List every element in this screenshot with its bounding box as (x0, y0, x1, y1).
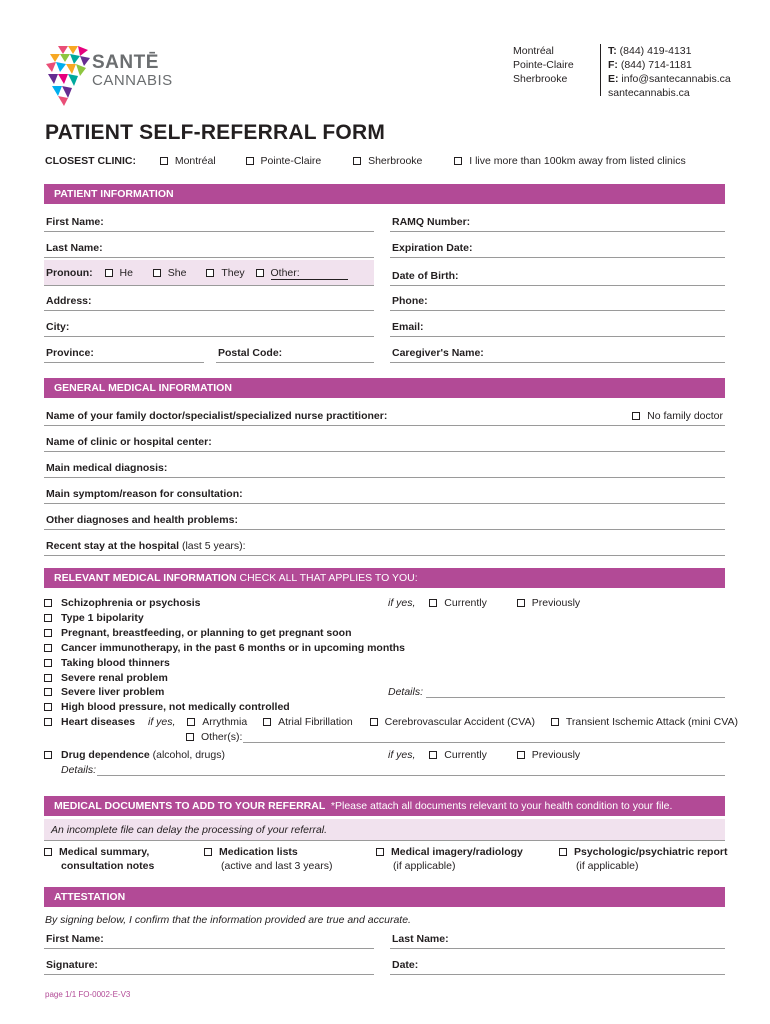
clinic-option-montreal[interactable]: Montréal (160, 155, 216, 167)
section-attestation: ATTESTATION (44, 887, 725, 907)
clinic-option-sherbrooke[interactable]: Sherbrooke (353, 155, 422, 167)
condition-schizophrenia[interactable]: Schizophrenia or psychosis (44, 597, 200, 609)
heart-atrial-fibrillation[interactable]: Atrial Fibrillation (263, 716, 353, 728)
logo-wordmark (92, 53, 173, 88)
signature-field[interactable]: Signature: (44, 955, 374, 975)
phone-label: T: (608, 45, 617, 57)
checkbox[interactable] (256, 269, 264, 277)
fax-value: (844) 714-1181 (620, 59, 692, 71)
condition-blood-thinners[interactable]: Taking blood thinners (44, 657, 170, 669)
header-divider (600, 44, 601, 96)
closest-clinic-row (45, 155, 686, 167)
address-field[interactable]: Address: (44, 291, 374, 311)
drug-status: if yes, Currently Previously (388, 749, 581, 761)
checkbox[interactable] (44, 599, 52, 607)
sante-logo-mark (44, 44, 90, 106)
city-pointe-claire: Pointe-Claire (513, 59, 574, 71)
form-title: PATIENT SELF-REFERRAL FORM (45, 121, 386, 144)
phone-field[interactable]: Phone: (390, 291, 725, 311)
fax-label: F: (608, 59, 618, 71)
checkbox[interactable] (246, 157, 254, 165)
clinic-cities (513, 44, 588, 86)
checkbox[interactable] (105, 269, 113, 277)
clinic-option-far-away[interactable]: I live more than 100km away from listed clinics (454, 155, 686, 167)
province-field[interactable]: Province: (44, 343, 204, 363)
schizophrenia-currently[interactable]: Currently (429, 597, 487, 609)
attestation-statement: By signing below, I confirm that the information provided are true and accurate. (45, 914, 411, 926)
city-montreal: Montréal (513, 45, 554, 57)
checkbox[interactable] (160, 157, 168, 165)
condition-renal[interactable]: Severe renal problem (44, 672, 168, 684)
heart-tia[interactable]: Transient Ischemic Attack (mini CVA) (551, 716, 738, 728)
checkbox[interactable] (376, 848, 384, 856)
section-medical-documents: MEDICAL DOCUMENTS TO ADD TO YOUR REFERRAL *Please attach all documents relevant to your health condition to your file. (44, 796, 725, 816)
email-label: E: (608, 73, 619, 85)
heart-other-option[interactable]: Other(s): (186, 731, 242, 743)
city-sherbrooke: Sherbrooke (513, 73, 568, 85)
checkbox[interactable] (44, 751, 52, 759)
pronoun-she[interactable]: She (153, 267, 187, 279)
expiration-date-field[interactable]: Expiration Date: (390, 238, 725, 258)
date-field[interactable]: Date: (390, 955, 725, 975)
doc-medication-lists[interactable]: Medication lists (active and last 3 years) (204, 845, 332, 873)
heart-cva[interactable]: Cerebrovascular Accident (CVA) (370, 716, 535, 728)
pronoun-label: Pronoun: (46, 267, 93, 279)
checkbox[interactable] (429, 599, 437, 607)
last-name-field[interactable]: Last Name: (44, 238, 374, 258)
doc-medical-summary[interactable]: Medical summary, consultation notes (44, 845, 154, 873)
section-patient-information: PATIENT INFORMATION (44, 184, 725, 204)
no-family-doctor-option[interactable]: No family doctor (632, 410, 723, 422)
page-footer: page 1/1 FO-0002-E-V3 (45, 990, 131, 999)
condition-blood-pressure[interactable]: High blood pressure, not medically controlled (44, 701, 290, 713)
checkbox[interactable] (44, 629, 52, 637)
checkbox[interactable] (44, 614, 52, 622)
main-symptom-field[interactable]: Main symptom/reason for consultation: (44, 484, 725, 504)
clinic-name-field[interactable]: Name of clinic or hospital center: (44, 432, 725, 452)
checkbox[interactable] (44, 703, 52, 711)
caregiver-name-field[interactable]: Caregiver's Name: (390, 343, 725, 363)
checkbox[interactable] (44, 674, 52, 682)
condition-heart-diseases[interactable]: Heart diseases (44, 716, 135, 728)
checkbox[interactable] (44, 688, 52, 696)
liver-details-line[interactable] (426, 697, 725, 698)
checkbox[interactable] (517, 599, 525, 607)
checkbox[interactable] (44, 659, 52, 667)
pronoun-other[interactable]: Other: (256, 267, 348, 279)
checkbox[interactable] (44, 848, 52, 856)
date-of-birth-field[interactable]: Date of Birth: (390, 264, 725, 286)
other-diagnoses-field[interactable]: Other diagnoses and health problems: (44, 510, 725, 530)
website-value[interactable]: santecannabis.ca (608, 87, 690, 99)
attest-first-name-field[interactable]: First Name: (44, 929, 374, 949)
checkbox[interactable] (206, 269, 214, 277)
condition-pregnant[interactable]: Pregnant, breastfeeding, or planning to get pregnant soon (44, 627, 352, 639)
phone-value: (844) 419-4131 (619, 45, 692, 57)
pronoun-he[interactable]: He (105, 267, 133, 279)
contact-info (608, 44, 731, 100)
drug-currently[interactable]: Currently (429, 749, 487, 761)
condition-drug-dependence[interactable]: Drug dependence (alcohol, drugs) (44, 749, 225, 761)
heart-arrythmia[interactable]: Arrythmia (187, 716, 247, 728)
family-doctor-field[interactable]: Name of your family doctor/specialist/specialized nurse practitioner: No family doctor (44, 406, 725, 426)
logo-line1: SANTĒ (92, 52, 159, 73)
drug-details-label: Details: (61, 764, 97, 776)
checkbox[interactable] (551, 718, 559, 726)
closest-clinic-label: CLOSEST CLINIC: (45, 155, 136, 167)
doc-psych-report[interactable]: Psychologic/psychiatric report (if applicable) (559, 845, 727, 873)
checkbox[interactable] (429, 751, 437, 759)
city-field[interactable]: City: (44, 317, 374, 337)
hospital-stay-field[interactable]: Recent stay at the hospital (last 5 years): (44, 536, 725, 556)
doc-medical-imagery[interactable]: Medical imagery/radiology (if applicable) (376, 845, 523, 873)
section-general-medical: GENERAL MEDICAL INFORMATION (44, 378, 725, 398)
drug-previously[interactable]: Previously (517, 749, 580, 761)
checkbox[interactable] (353, 157, 361, 165)
section-relevant-medical: RELEVANT MEDICAL INFORMATION CHECK ALL THAT APPLIES TO YOU: (44, 568, 725, 588)
clinic-option-pointe-claire[interactable]: Pointe-Claire (246, 155, 322, 167)
email-field[interactable]: Email: (390, 317, 725, 337)
checkbox[interactable] (204, 848, 212, 856)
schizophrenia-status: if yes, Currently Previously (388, 597, 581, 609)
ramq-number-field[interactable]: RAMQ Number: (390, 212, 725, 232)
checkbox[interactable] (370, 718, 378, 726)
condition-liver[interactable]: Severe liver problem (44, 686, 164, 698)
main-diagnosis-field[interactable]: Main medical diagnosis: (44, 458, 725, 478)
postal-code-field[interactable]: Postal Code: (216, 343, 374, 363)
heart-other-line[interactable] (243, 742, 725, 743)
checkbox[interactable] (153, 269, 161, 277)
checkbox[interactable] (632, 412, 640, 420)
checkbox[interactable] (44, 718, 52, 726)
checkbox[interactable] (44, 644, 52, 652)
checkbox[interactable] (186, 733, 194, 741)
heart-disease-options: if yes, Arrythmia Atrial Fibrillation Cerebrovascular Accident (CVA) Transient Ischemic Attack (mini CVA) (148, 716, 738, 728)
condition-cancer-immunotherapy[interactable]: Cancer immunotherapy, in the past 6 months or in upcoming months (44, 642, 405, 654)
email-value[interactable]: info@santecannabis.ca (621, 73, 731, 85)
condition-bipolarity[interactable]: Type 1 bipolarity (44, 612, 144, 624)
drug-details-line[interactable] (97, 775, 725, 776)
checkbox[interactable] (559, 848, 567, 856)
pronoun-field (44, 260, 374, 286)
checkbox[interactable] (263, 718, 271, 726)
checkbox[interactable] (517, 751, 525, 759)
pronoun-they[interactable]: They (206, 267, 244, 279)
checkbox[interactable] (454, 157, 462, 165)
incomplete-file-warning: An incomplete file can delay the processing of your referral. (44, 819, 725, 841)
first-name-field[interactable]: First Name: (44, 212, 374, 232)
liver-details-label: Details: (388, 686, 424, 698)
attest-last-name-field[interactable]: Last Name: (390, 929, 725, 949)
logo-line2: CANNABIS (92, 72, 173, 89)
schizophrenia-previously[interactable]: Previously (517, 597, 580, 609)
checkbox[interactable] (187, 718, 195, 726)
